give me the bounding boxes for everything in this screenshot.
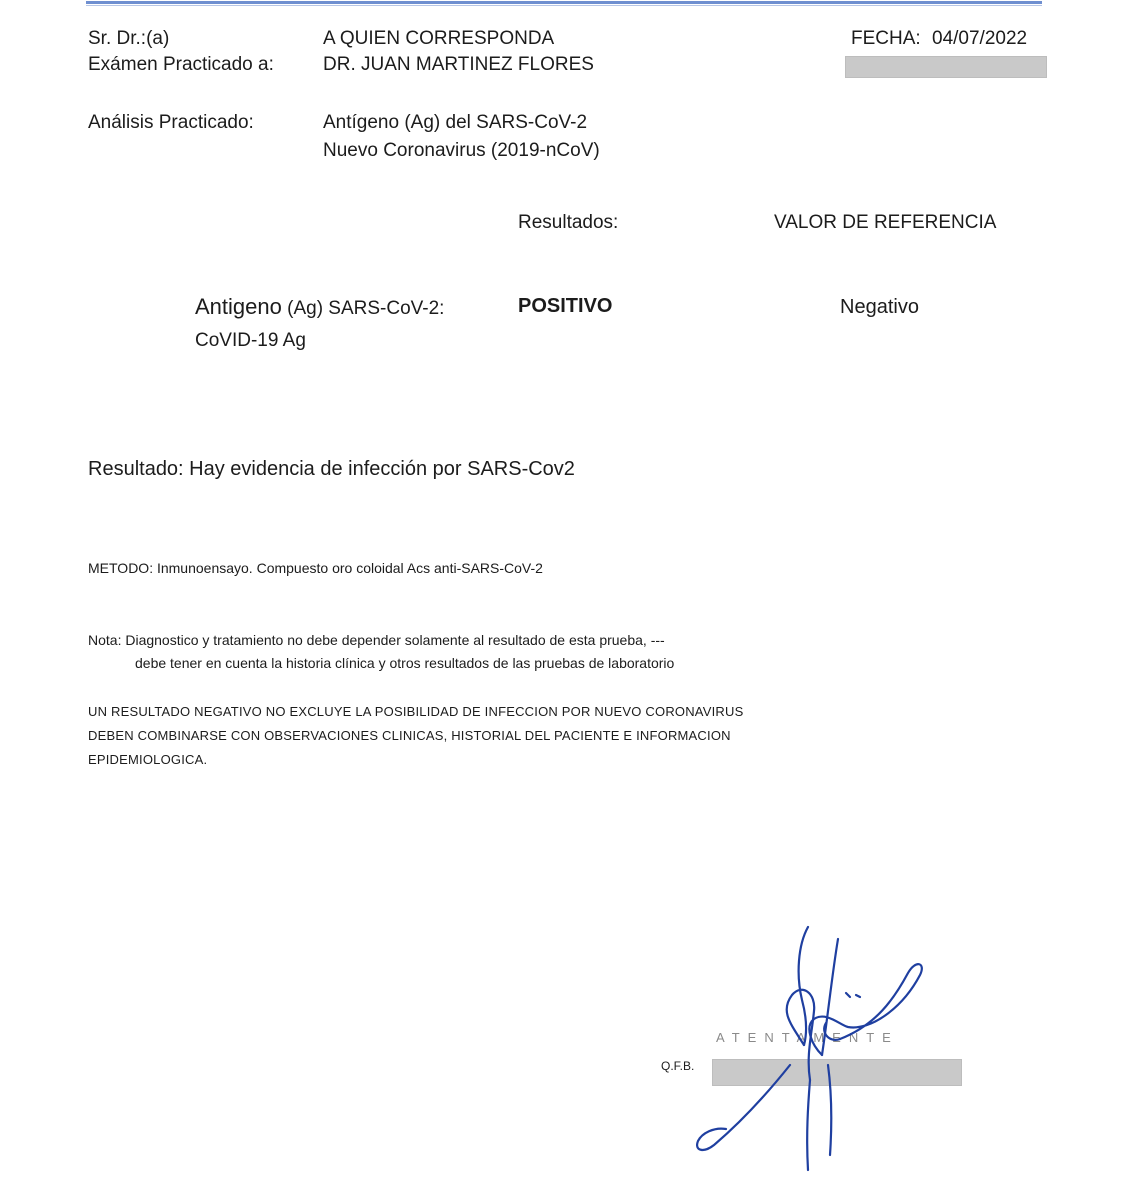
recipient-value: A QUIEN CORRESPONDA [323,28,555,49]
test-name-rest: (Ag) SARS-CoV-2: [281,298,445,319]
recipient-label: Sr. Dr.:(a) [88,28,170,49]
analysis-label: Análisis Practicado: [88,112,254,133]
analysis-line-2: Nuevo Coronavirus (2019-nCoV) [323,140,600,161]
reference-header: VALOR DE REFERENCIA [774,212,997,233]
reference-value: Negativo [840,296,919,318]
results-header: Resultados: [518,212,619,233]
note-line-1: Nota: Diagnostico y tratamiento no debe depender solamente al resultado de esta prueba, --- [88,632,665,648]
analysis-line-1: Antígeno (Ag) del SARS-CoV-2 [323,112,588,133]
method: METODO: Inmunoensayo. Compuesto oro coloidal Acs anti-SARS-CoV-2 [88,560,543,576]
closing-text: ATENTAMENTE [716,1030,899,1045]
date-value: 04/07/2022 [932,28,1028,49]
test-name-sub: CoVID-19 Ag [195,330,306,351]
exam-value: DR. JUAN MARTINEZ FLORES [323,54,594,75]
exam-label: Exámen Practicado a: [88,54,274,75]
redacted-field-header [845,56,1047,78]
top-rule [86,1,1042,4]
signature-title-prefix: Q.F.B. [661,1059,695,1073]
date-label: FECHA: [851,28,921,49]
result-value: POSITIVO [518,295,613,317]
test-name-main: Antigeno [195,294,282,319]
conclusion: Resultado: Hay evidencia de infección por SARS-Cov2 [88,458,575,480]
top-rule-thin [86,5,1042,6]
disclaimer-line-3: EPIDEMIOLOGICA. [88,752,208,767]
handwritten-signature [680,915,950,1180]
disclaimer-line-2: DEBEN COMBINARSE CON OBSERVACIONES CLINICAS, HISTORIAL DEL PACIENTE E INFORMACION [88,728,731,743]
note-line-2: debe tener en cuenta la historia clínica y otros resultados de las pruebas de laboratorio [135,655,675,671]
disclaimer-line-1: UN RESULTADO NEGATIVO NO EXCLUYE LA POSIBILIDAD DE INFECCION POR NUEVO CORONAVIRUS [88,704,744,719]
test-name [195,294,444,320]
